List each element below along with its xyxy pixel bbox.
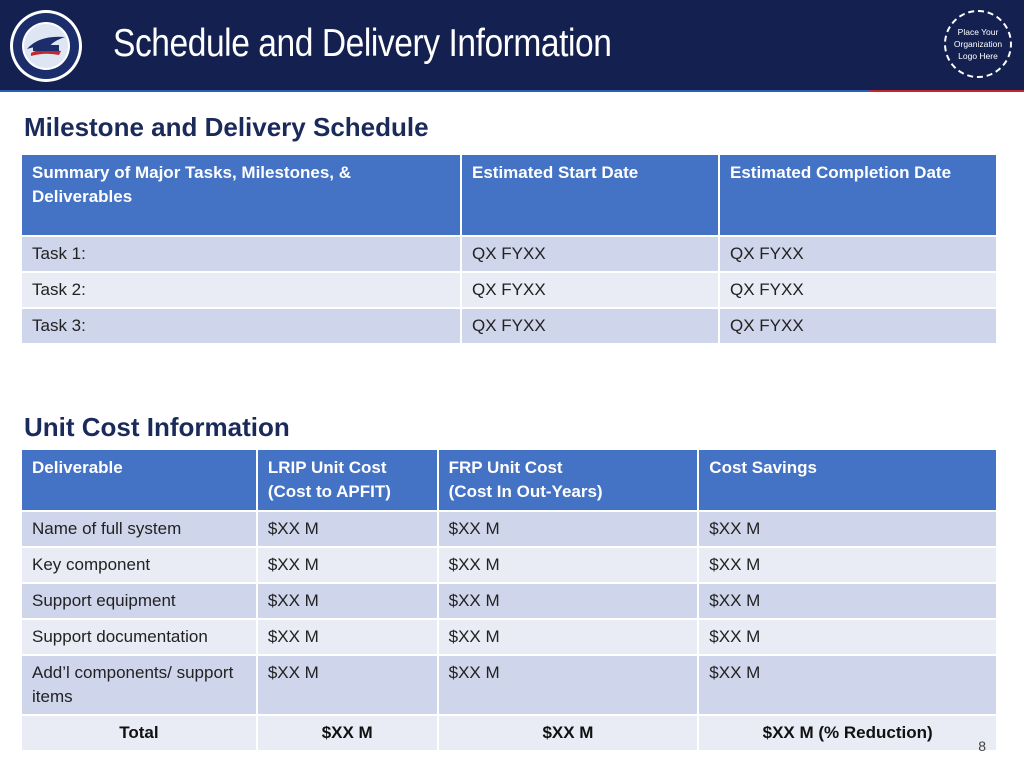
completion-date-cell: QX FYXX — [720, 273, 996, 307]
table-row — [22, 620, 996, 654]
milestone-section-heading: Milestone and Delivery Schedule — [24, 112, 429, 142]
frp-cost-cell: $XX M — [439, 584, 698, 618]
table-row — [22, 273, 996, 307]
cost-savings-cell: $XX M — [699, 512, 996, 546]
organization-logo-placeholder — [944, 10, 1012, 78]
deliverable-cell: Support documentation — [22, 620, 256, 654]
frp-cost-cell: $XX M — [439, 512, 698, 546]
lrip-cost-cell: $XX M — [258, 656, 437, 714]
cost-savings-cell: $XX M — [699, 620, 996, 654]
deliverable-cell: Name of full system — [22, 512, 256, 546]
total-cost-savings: $XX M (% Reduction) — [699, 716, 996, 750]
task-cell: Task 1: — [22, 237, 460, 271]
total-row — [22, 716, 996, 750]
start-date-cell: QX FYXX — [462, 273, 718, 307]
column-header-completion-date: Estimated Completion Date — [720, 155, 996, 235]
cost-savings-cell: $XX M — [699, 584, 996, 618]
unit-cost-section-heading: Unit Cost Information — [24, 412, 290, 442]
slide-header — [0, 0, 1024, 90]
task-cell: Task 3: — [22, 309, 460, 343]
total-label: Total — [22, 716, 256, 750]
column-header-deliverable: Deliverable — [22, 450, 256, 510]
table-row — [22, 309, 996, 343]
column-header-start-date: Estimated Start Date — [462, 155, 718, 235]
lrip-cost-cell: $XX M — [258, 512, 437, 546]
frp-cost-cell: $XX M — [439, 548, 698, 582]
column-header-frp-unit-cost: FRP Unit Cost (Cost In Out-Years) — [439, 450, 698, 510]
logo-placeholder-text: Place Your Organization Logo Here — [953, 27, 1003, 61]
cost-savings-cell: $XX M — [699, 548, 996, 582]
task-cell: Task 2: — [22, 273, 460, 307]
usd-seal-icon — [9, 9, 83, 83]
start-date-cell: QX FYXX — [462, 309, 718, 343]
column-header-summary: Summary of Major Tasks, Milestones, & Deliverables — [22, 155, 460, 235]
deliverable-cell: Key component — [22, 548, 256, 582]
total-lrip-cost: $XX M — [258, 716, 437, 750]
deliverable-cell: Support equipment — [22, 584, 256, 618]
lrip-cost-cell: $XX M — [258, 584, 437, 618]
column-header-cost-savings: Cost Savings — [699, 450, 996, 510]
page-number: 8 — [978, 738, 986, 754]
frp-cost-cell: $XX M — [439, 620, 698, 654]
cost-savings-cell: $XX M — [699, 656, 996, 714]
completion-date-cell: QX FYXX — [720, 237, 996, 271]
table-row — [22, 548, 996, 582]
table-row — [22, 237, 996, 271]
header-divider — [0, 90, 870, 92]
table-row — [22, 512, 996, 546]
total-frp-cost: $XX M — [439, 716, 698, 750]
lrip-cost-cell: $XX M — [258, 620, 437, 654]
frp-cost-cell: $XX M — [439, 656, 698, 714]
milestone-table — [20, 153, 998, 345]
column-header-lrip-unit-cost: LRIP Unit Cost (Cost to APFIT) — [258, 450, 437, 510]
start-date-cell: QX FYXX — [462, 237, 718, 271]
unit-cost-table — [20, 448, 998, 752]
page-title: Schedule and Delivery Information — [113, 22, 612, 65]
table-row — [22, 656, 996, 714]
header-divider-accent — [870, 90, 1024, 92]
deliverable-cell: Add’l components/ support items — [22, 656, 256, 714]
lrip-cost-cell: $XX M — [258, 548, 437, 582]
completion-date-cell: QX FYXX — [720, 309, 996, 343]
table-row — [22, 584, 996, 618]
table-header-row — [22, 450, 996, 510]
table-header-row — [22, 155, 996, 235]
